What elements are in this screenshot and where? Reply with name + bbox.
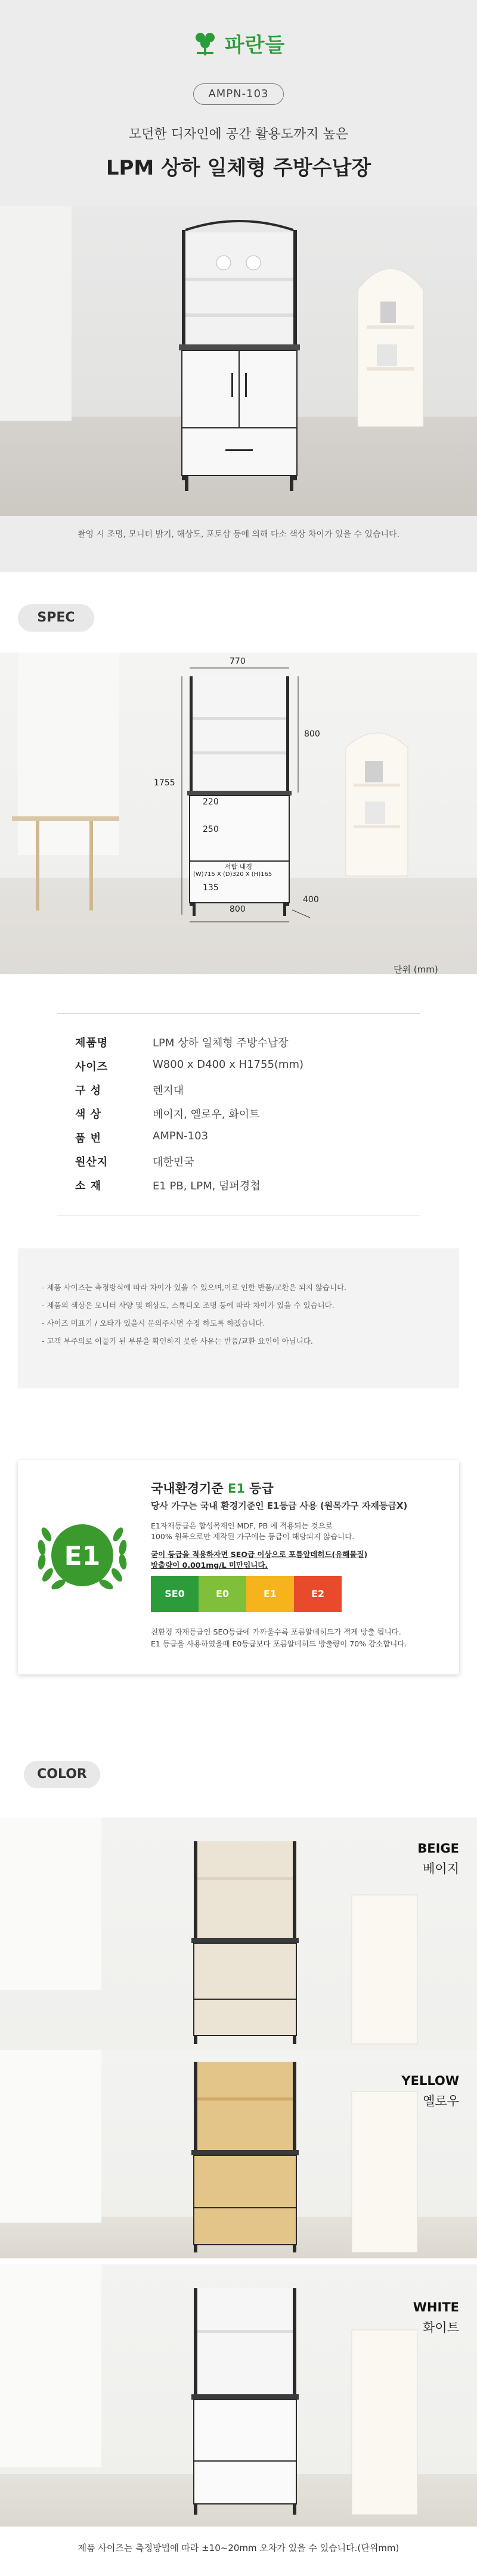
spec-row [57, 1154, 415, 1177]
e1-title-highlight: E1 [228, 1481, 245, 1496]
e1-para2-line: 굳이 등급을 적용하자면 SEO급 이상으로 포름알데히드(유해물질) [151, 1550, 368, 1559]
note-line: - 제품의 색상은 모니터 사양 및 해상도, 스튜디오 조명 등에 따라 차이가 있을 수 있습니다. [42, 1301, 334, 1310]
e1-para1-line: 100% 원목으로만 제작된 가구에는 등급이 해당되지 않습니다. [151, 1532, 355, 1541]
dim-upper-height: 800 [304, 729, 320, 739]
grade-se0: SE0 [151, 1576, 199, 1612]
brand-name: 파란들 [224, 33, 286, 57]
color-en-beige: BEIGE [417, 1841, 459, 1856]
dim-top-width: 770 [230, 657, 246, 666]
hero-product-photo [0, 206, 477, 516]
drawer-caption: 서랍 내경 [225, 863, 253, 871]
spec-value: 렌지대 [153, 1085, 184, 1097]
e1-title-suffix: 등급 [245, 1481, 274, 1496]
color-disclaimer: 촬영 시 조명, 모니터 밝기, 해상도, 포토샵 등에 의해 다소 색상 차이가 있을 수 있습니다. [78, 530, 399, 539]
spec-dimension-diagram [0, 652, 477, 974]
note-line: - 제품 사이즈는 측정방식에 따라 차이가 있을 수 있으며,이로 인한 반품/교환은 되지 않습니다. [42, 1283, 347, 1292]
hero-subtitle: 모던한 디자인에 공간 활용도까지 높은 [128, 127, 348, 142]
spec-row [57, 1082, 415, 1106]
dim-220: 220 [203, 797, 219, 807]
e1-title [151, 1479, 274, 1497]
spec-key: 제품명 [75, 1037, 109, 1049]
color-ko-white: 화이트 [423, 2320, 459, 2335]
spec-row [57, 1034, 415, 1058]
spec-key: 품 번 [75, 1132, 102, 1145]
note-line: - 사이즈 미표기 / 오타가 있을시 문의주시면 수정 하도록 하겠습니다. [42, 1319, 265, 1328]
spec-value: 대한민국 [153, 1156, 194, 1169]
note-line: - 고객 부주의로 이물기 된 부분을 확인하지 못한 사유는 반품/교환 요인이 아닙니다. [42, 1337, 313, 1346]
spec-value: LPM 상하 일체형 주방수납장 [153, 1037, 289, 1049]
dim-135: 135 [203, 883, 219, 893]
e1-para1-line: E1자재등급은 합성목재인 MDF, PB 에 적용되는 것으로 [151, 1521, 333, 1530]
divider [57, 1013, 420, 1014]
spec-key: 색 상 [75, 1108, 102, 1121]
spec-row [57, 1106, 415, 1130]
grade-e2: E2 [294, 1576, 342, 1612]
dim-base-width: 800 [230, 905, 246, 914]
color-en-yellow: YELLOW [401, 2074, 459, 2088]
color-ko-beige: 베이지 [423, 1862, 459, 1876]
dim-depth: 400 [303, 895, 319, 905]
spec-key: 구 성 [75, 1085, 102, 1097]
spec-key: 원산지 [75, 1156, 109, 1169]
spec-key: 사이즈 [75, 1061, 109, 1073]
grade-scale [151, 1576, 342, 1612]
color-en-white: WHITE [413, 2300, 459, 2314]
spec-value: AMPN-103 [153, 1130, 209, 1142]
e1-subtitle: 당사 가구는 국내 환경기준인 E1등급 사용 (원목가구 자재등급X) [151, 1500, 408, 1511]
e1-paragraph-1 [151, 1521, 354, 1542]
unit-label: 단위 (mm) [394, 964, 438, 975]
color-ko-yellow: 옐로우 [423, 2094, 459, 2108]
model-badge: AMPN-103 [193, 83, 284, 105]
dim-total-height: 1755 [154, 778, 175, 788]
notes-box [18, 1248, 459, 1388]
side-shelf-illustration [358, 269, 423, 427]
spec-key: 소 재 [75, 1180, 102, 1192]
spec-value: 베이지, 옐로우, 화이트 [153, 1108, 260, 1121]
footer-note: 제품 사이즈는 측정방법에 따라 ±10~20mm 오차가 있을 수 있습니다.(단위mm) [78, 2543, 399, 2553]
spec-table [57, 1034, 415, 1201]
spec-value: E1 PB, LPM, 덤퍼경첩 [153, 1180, 261, 1192]
e1-paragraph-2 [151, 1549, 367, 1571]
e1-title-prefix: 국내환경기준 [151, 1481, 228, 1496]
cabinet-illustration [179, 221, 300, 491]
hero-title: LPM 상하 일체형 주방수납장 [106, 156, 371, 180]
e1-badge-text: E1 [64, 1541, 101, 1571]
spec-row [57, 1177, 415, 1201]
spec-label: SPEC [18, 604, 94, 632]
spec-row [57, 1058, 415, 1082]
grade-e1: E1 [246, 1576, 294, 1612]
spec-value: W800 x D400 x H1755(mm) [153, 1058, 304, 1071]
dim-250: 250 [203, 825, 219, 834]
clover-logo-icon [192, 30, 218, 57]
brand-logo [0, 29, 477, 58]
grade-e0: E0 [199, 1576, 246, 1612]
e1-para2-line: 방출량이 0.001mg/L 미만입니다. [151, 1561, 268, 1570]
drawer-size: (W)715 X (D)320 X (H)165 [193, 871, 272, 878]
color-label: COLOR [24, 1761, 100, 1788]
e1-foot-1: 친환경 자재등급인 SEO등급에 가까울수록 포름알데히드가 적게 방출 됩니다. [151, 1627, 401, 1636]
e1-foot-2: E1 등급을 사용하였을때 E0등급보다 포름알데히드 방출량이 70% 감소합니다. [151, 1639, 407, 1648]
spec-row [57, 1130, 415, 1154]
